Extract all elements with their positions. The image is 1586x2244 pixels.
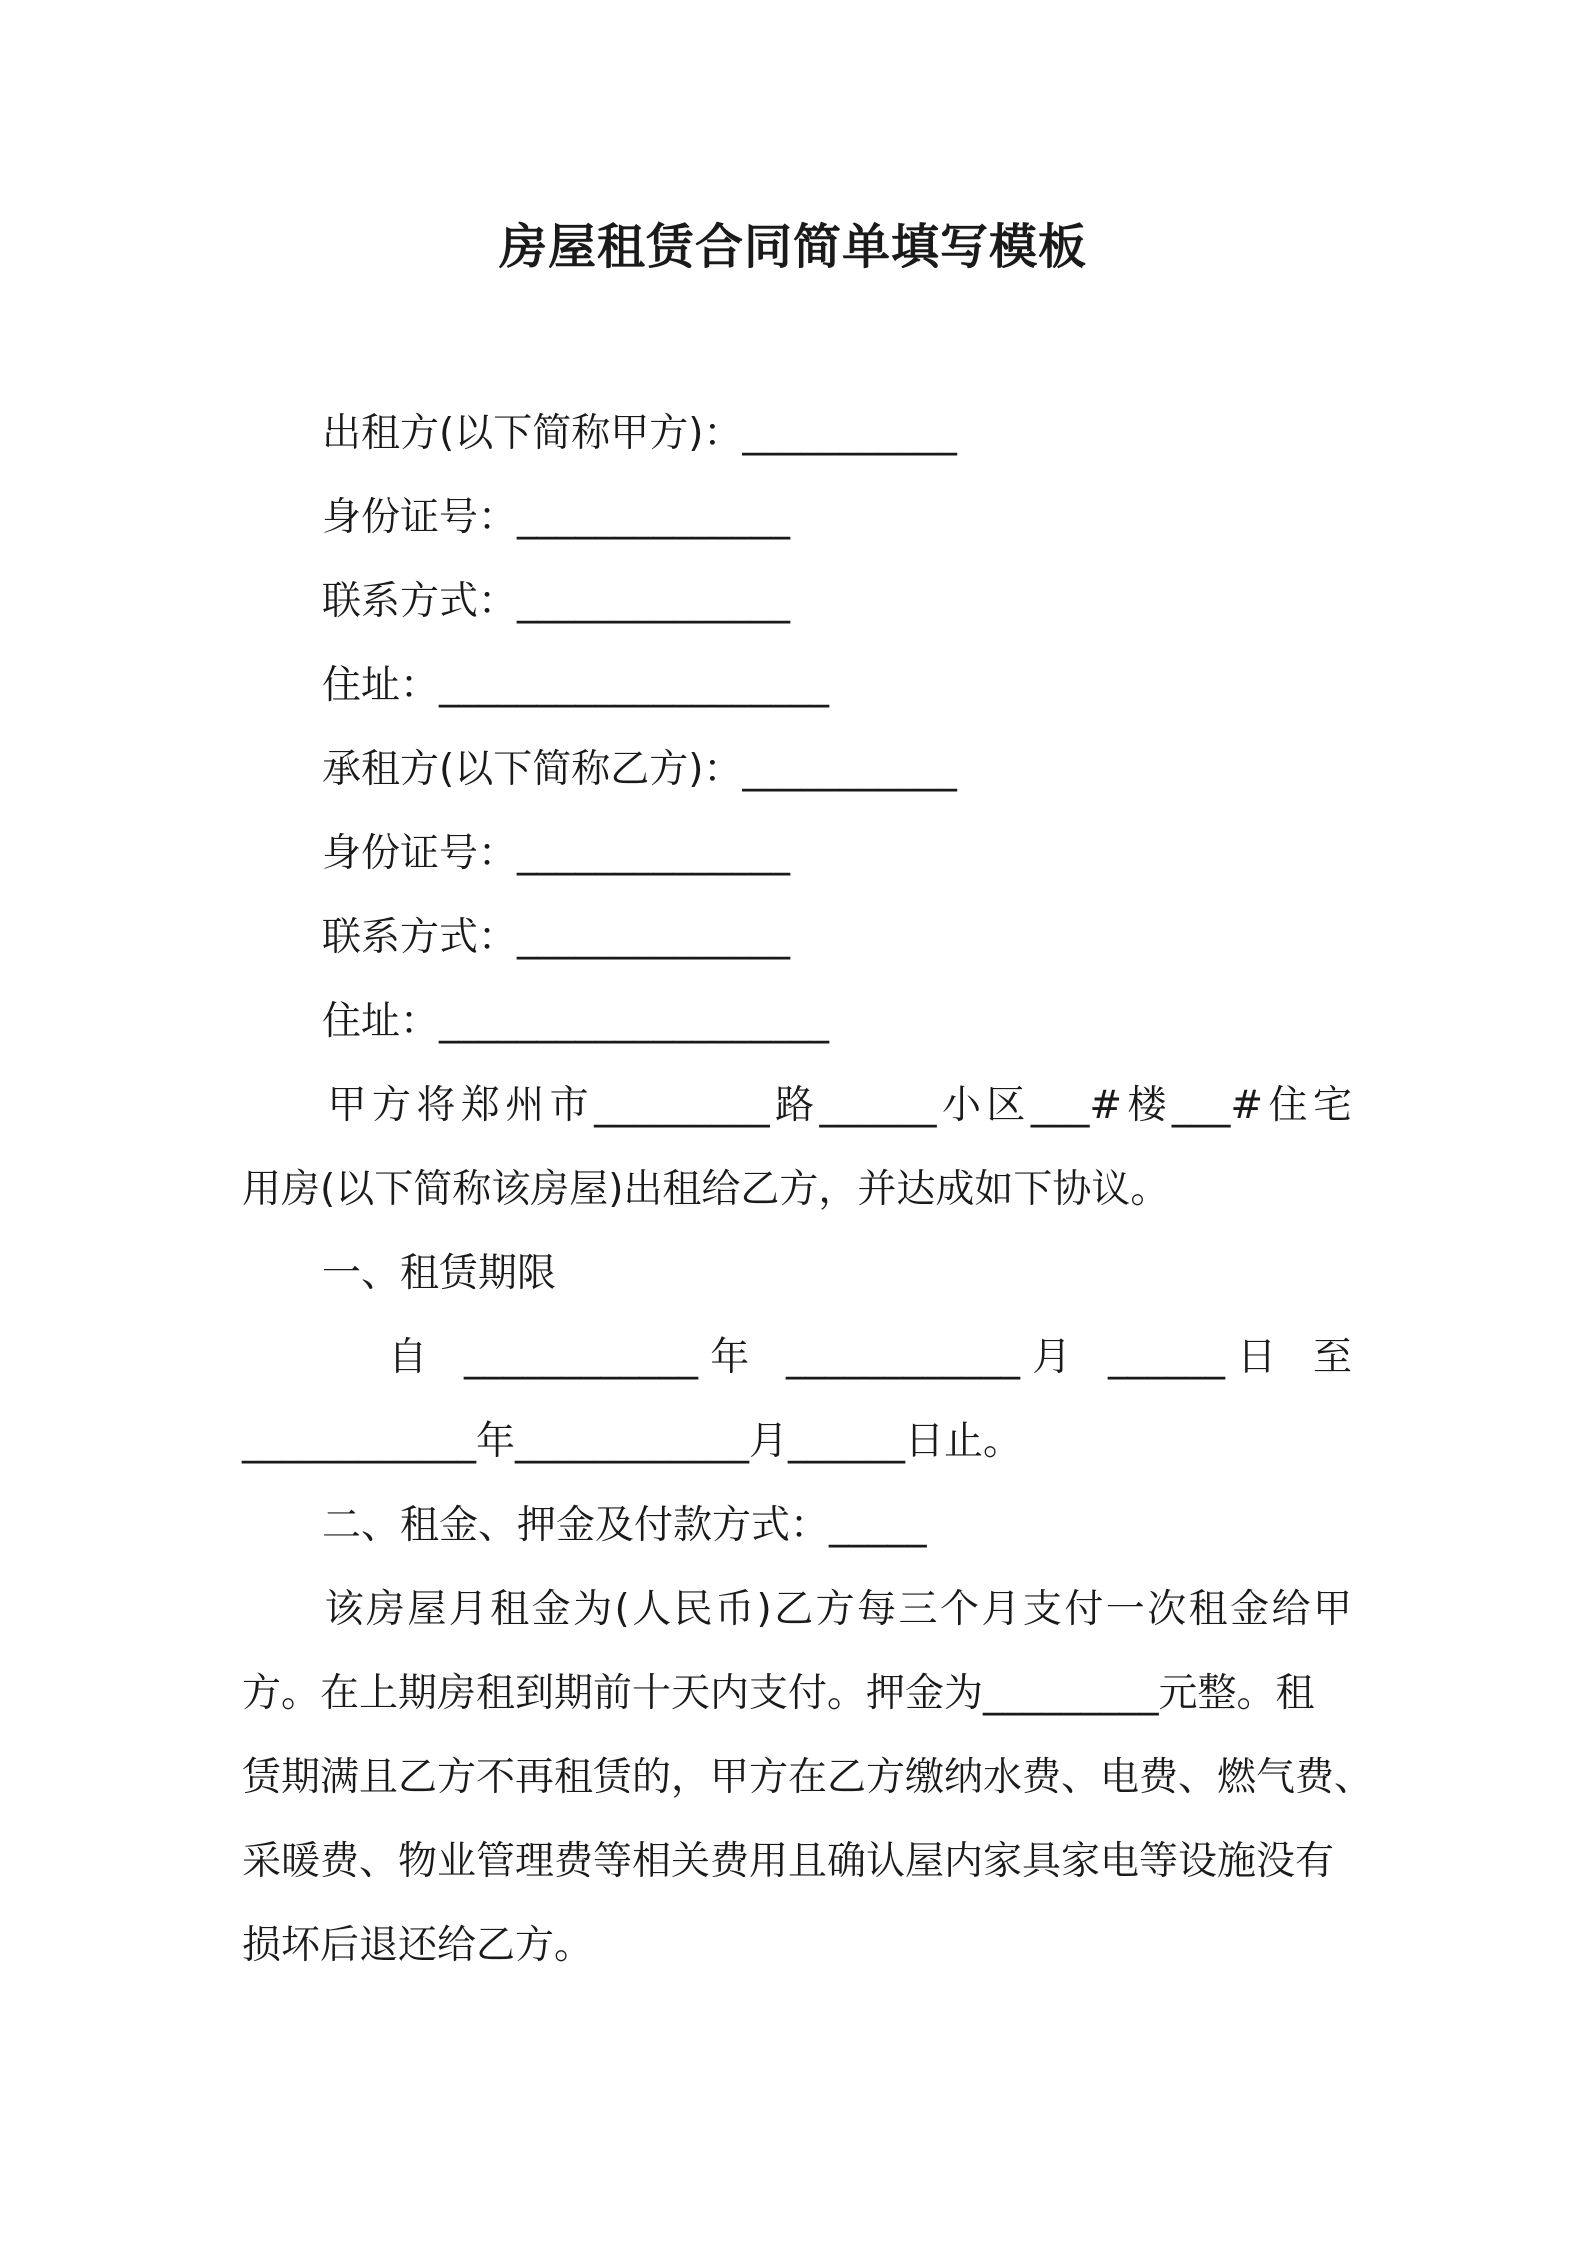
party-a-contact-field: 联系方式：______________ <box>322 579 791 624</box>
rent-line-5: 损坏后退还给乙方。 <box>242 1923 594 1968</box>
rent-line-1-text: 该房屋月租金为(人民币)乙方每三个月支付一次租金给甲 <box>322 1587 1352 1632</box>
rent-line-3: 赁期满且乙方不再租赁的，甲方在乙方缴纳水费、电费、燃气费、 <box>242 1755 1374 1800</box>
party-b-id-field: 身份证号：______________ <box>322 831 791 876</box>
lease-term-line-2: ____________年____________月______日止。 <box>242 1419 1023 1464</box>
party-a-name-field: 出租方(以下简称甲方)：___________ <box>322 411 957 456</box>
party-a-id-field: 身份证号：______________ <box>322 495 791 540</box>
lease-term-line-1 <box>242 1330 1352 1386</box>
intro-line-2: 用房(以下简称该房屋)出租给乙方，并达成如下协议。 <box>242 1167 1170 1212</box>
rent-line-1 <box>242 1582 1352 1638</box>
section-2-heading: 二、租金、押金及付款方式：_____ <box>322 1503 927 1548</box>
party-a-address-field: 住址：____________________ <box>322 663 830 708</box>
party-b-address-field: 住址：____________________ <box>322 999 830 1044</box>
section-1-heading: 一、租赁期限 <box>322 1251 557 1296</box>
rent-line-2: 方。在上期房租到期前十天内支付。押金为_________元整。租 <box>242 1671 1315 1716</box>
rent-line-4: 采暖费、物业管理费等相关费用且确认屋内家具家电等设施没有 <box>242 1839 1335 1884</box>
document-title: 房屋租赁合同简单填写模板 <box>498 219 1087 275</box>
intro-line-1-text: 甲方将郑州市_________路______小区___#楼___#住宅 <box>322 1083 1352 1128</box>
intro-line-1 <box>242 1078 1352 1134</box>
party-b-name-field: 承租方(以下简称乙方)：___________ <box>322 747 957 792</box>
party-b-contact-field: 联系方式：______________ <box>322 915 791 960</box>
lease-term-line-1-text: 自 ____________年 ____________月 ______日 至 <box>376 1335 1352 1380</box>
